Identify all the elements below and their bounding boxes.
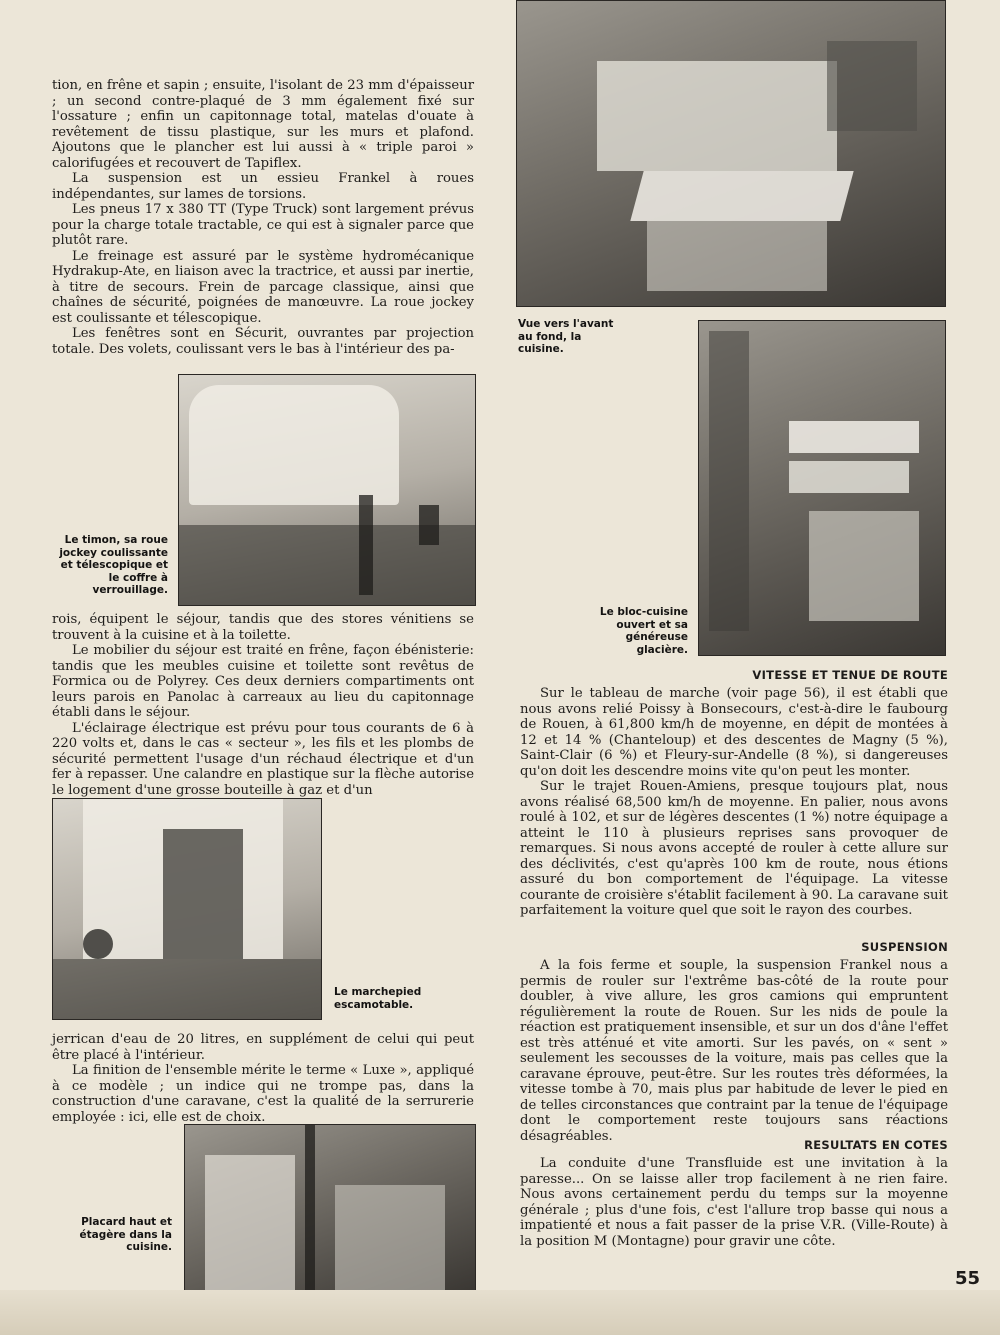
page-bottom-bleed	[0, 1290, 1000, 1335]
heading-suspension: SUSPENSION	[861, 940, 948, 954]
photo-placard	[184, 1124, 476, 1292]
caption-avant: Vue vers l'avant au fond, la cuisine.	[518, 318, 614, 355]
page-number: 55	[954, 1268, 980, 1289]
left-text-block-2	[52, 612, 474, 798]
paragraph: A la fois ferme et souple, la suspension Frankel nous a permis de rouler sur l'extrême bas-côté de la route pour doubler, à vive allure, les gros camions qui empruntent régulièrement la route de Rouen. Sur les nids de poule la réaction est pratiquement insensible, et sur un dos d'âne l'effet est très atténué et vite amorti. Sur les pavés, on « sent » seulement les secousses de la voiture, mais pas celles que la caravane éprouve, peut-être. Sur les routes très déformées, la vitesse tombe à 70, mais plus par habitude de lever le pied en de telles circonstances que contraint par la tenue de l'équipage dont le comportement reste toujours sans réactions désagréables.	[520, 958, 948, 1144]
paragraph: Sur le trajet Rouen-Amiens, presque toujours plat, nous avons réalisé 68,500 km/h de moyenne. En palier, nous avons roulé à 102, et sur de légères descentes (1 %) notre équipage a atteint le 110 à plusieurs reprises sans provoquer de remarques. Si nous avons accepté de rouler à cette allure sur des déclivités, c'est qu'après 100 km de route, nous étions assuré du bon comportement de l'équipage. La vitesse courante de croisière s'établit facilement à 90. La caravane suit parfaitement la voiture quel que soit le rayon des courbes.	[520, 779, 948, 918]
paragraph: La finition de l'ensemble mérite le terme « Luxe », appliqué à ce modèle ; un indice qui ne trompe pas, dans la construction d'une caravane, c'est la qualité de la serrurerie employée : ici, elle est de choix.	[52, 1063, 474, 1125]
heading-resultats: RESULTATS EN COTES	[804, 1138, 948, 1152]
paragraph: Le mobilier du séjour est traité en frêne, façon ébénisterie: tandis que les meubles cuisine et toilette sont revêtus de Formica ou de Polyrey. Ces deux derniers compartiments ont leurs parois en Panolac à carreaux au lieu du capitonnage établi dans le séjour.	[52, 643, 474, 720]
photo-bloc-cuisine	[698, 320, 946, 656]
paragraph: La suspension est un essieu Frankel à roues indépendantes, sur lames de torsions.	[52, 171, 474, 202]
photo-timon	[178, 374, 476, 606]
left-text-block-3	[52, 1032, 474, 1125]
caption-timon: Le timon, sa roue jockey coulissante et télescopique et le coffre à verrouillage.	[59, 534, 168, 596]
caption-placard: Placard haut et étagère dans la cuisine.	[79, 1216, 172, 1253]
paragraph: La conduite d'une Transfluide est une invitation à la paresse... On se laisse aller trop facilement à ne rien faire. Nous avons certainement perdu du temps sur la moyenne générale ; plus d'une fois, c'est l'allure trop basse qui nous a impatienté et nous a fait passer de la prise V.R. (Ville-Route) à la position M (Montagne) pour gravir une côte.	[520, 1156, 948, 1249]
right-text-resultats	[520, 1156, 948, 1249]
photo-avant	[516, 0, 946, 307]
right-text-suspension	[520, 958, 948, 1144]
paragraph: tion, en frêne et sapin ; ensuite, l'isolant de 23 mm d'épaisseur ; un second contre-plaqué de 3 mm également fixé sur l'ossature ; enfin un capitonnage total, matelas d'ouate à revêtement de tissu plastique, sur les murs et plafond. Ajoutons que le plancher est lui aussi à « triple paroi » calorifugées et recouvert de Tapiflex.	[52, 78, 474, 171]
paragraph: L'éclairage électrique est prévu pour tous courants de 6 à 220 volts et, dans le cas « secteur », les fils et les plombs de sécurité permettent l'usage d'un réchaud électrique et d'un fer à repasser. Une calandre en plastique sur la flèche autorise le logement d'une grosse bouteille à gaz et d'un	[52, 720, 474, 798]
right-text-vitesse	[520, 686, 948, 919]
photo-marchepied	[52, 798, 322, 1020]
heading-vitesse: VITESSE ET TENUE DE ROUTE	[752, 668, 948, 682]
paragraph: jerrican d'eau de 20 litres, en supplément de celui qui peut être placé à l'intérieur.	[52, 1032, 474, 1063]
paragraph: rois, équipent le séjour, tandis que des stores vénitiens se trouvent à la cuisine et à la toilette.	[52, 612, 474, 643]
left-text-block-1	[52, 78, 474, 357]
paragraph: Le freinage est assuré par le système hydromécanique Hydrakup-Ate, en liaison avec la tractrice, et aussi par inertie, à titre de secours. Frein de parcage classique, ainsi que chaînes de sécurité, poignées de manœuvre. La roue jockey est coulissante et télescopique.	[52, 248, 474, 326]
paragraph: Les pneus 17 x 380 TT (Type Truck) sont largement prévus pour la charge totale tractable, ce qui est à signaler parce que plutôt rare.	[52, 202, 474, 248]
paragraph: Sur le tableau de marche (voir page 56), il est établi que nous avons relié Poissy à Bonsecours, c'est-à-dire le faubourg de Rouen, à 61,800 km/h de moyenne, en dépit de montées à 12 et 14 % (Chanteloup) et des descentes de Magny (5 %), Saint-Clair (6 %) et Fleury-sur-Andelle (8 %), si dangereuses qu'on doit les descendre moins vite qu'on peut les monter.	[520, 686, 948, 779]
caption-marchepied: Le marchepied escamotable.	[334, 986, 422, 1011]
paragraph: Les fenêtres sont en Sécurit, ouvrantes par projection totale. Des volets, coulissant vers le bas à l'intérieur des pa-	[52, 326, 474, 357]
caption-bloc-cuisine: Le bloc-cuisine ouvert et sa généreuse glacière.	[599, 606, 688, 656]
